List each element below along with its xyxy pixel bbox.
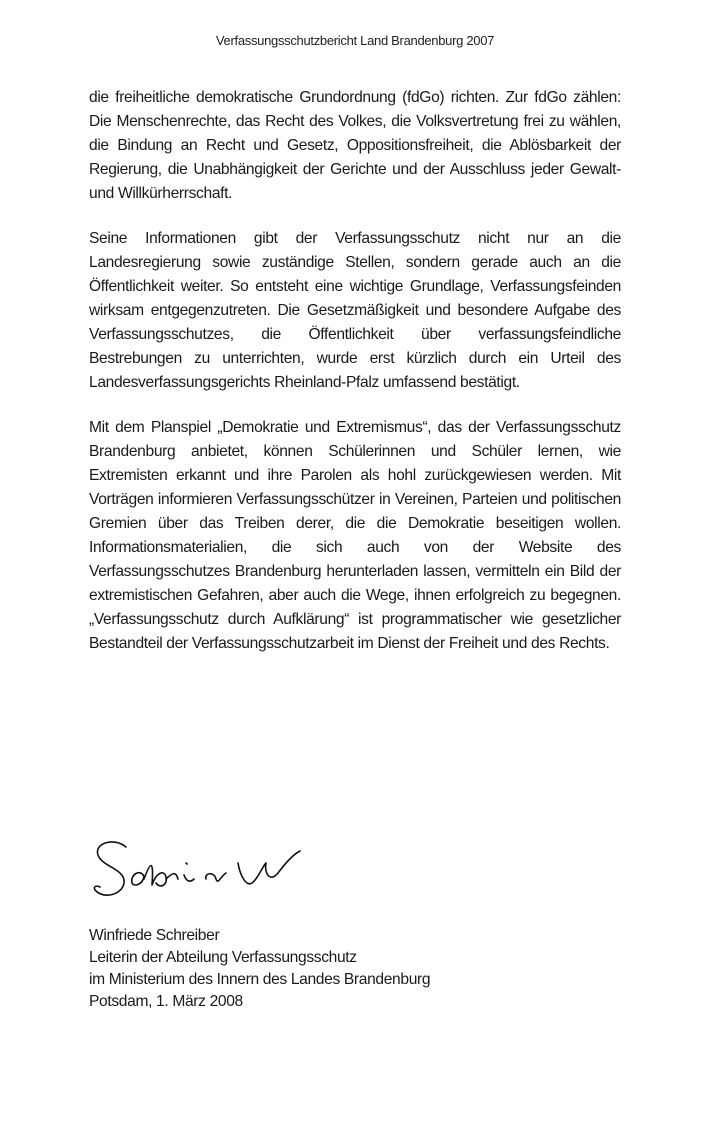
place-date: Potsdam, 1. März 2008 bbox=[89, 993, 243, 1010]
running-header: Verfassungsschutzbericht Land Brandenburg 2007 bbox=[215, 33, 495, 48]
signer-name: Winfriede Schreiber bbox=[89, 927, 220, 944]
paragraph-3: Mit dem Planspiel „Demokratie und Extremismus“, das der Verfassungsschutz Brandenburg anbietet, können Schülerinnen und Schüler lernen, wie Extremisten erkannt und ihre Parolen als hohl zurückgewiesen werden. Mit Vorträgen informieren Verfassungsschützer in Vereinen, Parteien und politischen Gremien über das Treiben derer, die die Demokratie beseitigen wollen. Informationsmaterialien, die sich auch von der Website des Verfassungsschutzes Brandenburg herunterladen lassen, vermitteln ein Bild der extremistischen Gefahren, aber auch die Wege, ihnen erfolgreich zu begegnen. „Verfassungsschutz durch Aufklärung“ ist programmatischer wie gesetzlicher Bestandteil der Verfassungsschutzarbeit im Dienst der Freiheit und des Rechts. bbox=[89, 419, 621, 652]
paragraph-1: die freiheitliche demokratische Grundordnung (fdGo) richten. Zur fdGo zählen: Die Menschenrechte, das Recht des Volkes, die Volksvertretung frei zu wählen, die Bindung an Recht und Gesetz, Oppositionsfreiheit, die Ablösbarkeit der Regierung, die Unabhängigkeit der Gerichte und der Ausschluss jeder Gewalt- und Willkürherrschaft. bbox=[89, 89, 621, 202]
body-text bbox=[89, 86, 621, 677]
paragraph-2: Seine Informationen gibt der Verfassungsschutz nicht nur an die Landesregierung sowie zuständige Stellen, sondern gerade auch an die Öffentlichkeit weiter. So entsteht eine wichtige Grundlage, Verfassungsfeinden wirksam entgegenzutreten. Die Gesetzmäßigkeit und besondere Aufgabe des Verfassungsschutzes, die Öffentlichkeit über verfassungsfeindliche Bestrebungen zu unterrichten, wurde erst kürzlich durch ein Urteil des Landesverfassungsgerichts Rheinland-Pfalz umfassend bestätigt. bbox=[89, 230, 621, 391]
signer-ministry: im Ministerium des Innern des Landes Brandenburg bbox=[89, 971, 431, 988]
signer-block bbox=[89, 925, 629, 1013]
handwritten-signature bbox=[86, 833, 316, 913]
signature-drawing bbox=[86, 833, 316, 913]
signer-position: Leiterin der Abteilung Verfassungsschutz bbox=[89, 949, 357, 966]
